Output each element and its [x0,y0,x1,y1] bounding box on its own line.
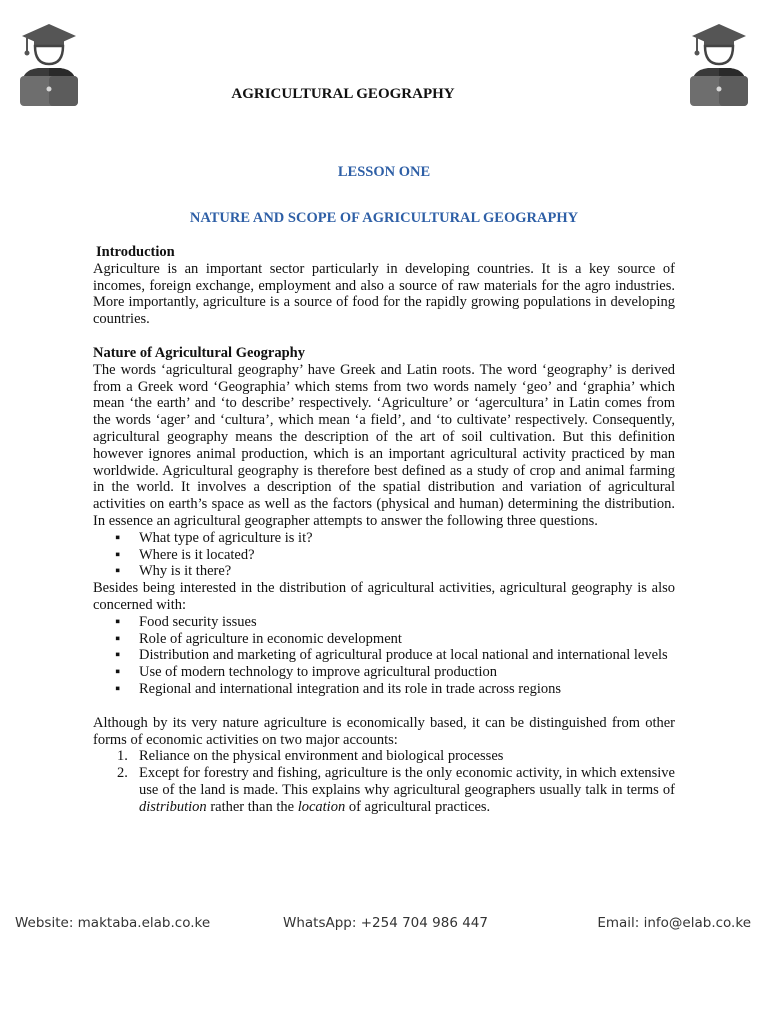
list-item: 1. Reliance on the physical environment and biological processes [117,748,504,765]
nature-heading: Nature of Agricultural Geography [93,344,305,361]
list-item: ▪ What type of agriculture is it? [115,529,313,546]
lesson-subtitle: NATURE AND SCOPE OF AGRICULTURAL GEOGRAPHY [189,210,579,226]
list-item: ▪ Regional and international integration and its role in trade across regions [115,680,561,697]
document-body [93,244,675,816]
questions-list [93,530,675,580]
list-item: ▪ Role of agriculture in economic development [115,630,402,647]
accounts-paragraph: Although by its very nature agriculture is economically based, it can be distinguished from other forms of economic activities on two major accounts: [93,714,675,748]
list-item: ▪ Where is it located? [115,546,255,563]
concerns-list [93,614,675,698]
graduate-laptop-icon [688,22,750,106]
list-item: 2. Except for forestry and fishing, agriculture is the only economic activity, in which extensive use of the land is made. This explains why agricultural geographers usually talk in terms of distribution rather than the location of agricultural practices. [117,765,675,815]
nature-paragraph: The words ‘agricultural geography’ have Greek and Latin roots. The word ‘geography’ is derived from a Greek word ‘Geographia’ which stems from two words namely ‘geo’ and ‘graphia’ which mean ‘the earth’ and ‘to describe’ respectively. ‘Agriculture’ or ‘agercultura’ in Latin comes from the words ‘ager’ and ‘cultura’, which mean ‘a field’, and ‘to cultivate’ respectively. Consequently, agricultural geography means the description of the art of soil cultivation. But this definition however ignores animal production, which is an important agricultural activity practiced by man worldwide. Agricultural geography is therefore best defined as a study of crop and animal farming in the world. It involves a description of the spatial distribution and variation of agricultural activities on earth’s space as well as the factors (physical and human) determining the distribution. In essence an agricultural geographer attempts to answer the following three questions. [93,361,675,529]
intro-heading: Introduction [96,244,175,260]
list-item: ▪ Distribution and marketing of agricultural produce at local national and international levels [115,647,668,664]
list-item: ▪ Food security issues [115,613,257,630]
list-item: ▪ Why is it there? [115,563,232,580]
list-item: ▪ Use of modern technology to improve agricultural production [115,664,497,681]
footer-website: Website: maktaba.elab.co.ke [15,915,211,931]
document-title: AGRICULTURAL GEOGRAPHY [231,86,455,102]
footer-email: Email: info@elab.co.ke [597,915,751,931]
footer-whatsapp: WhatsApp: +254 704 986 447 [283,915,488,931]
accounts-list [93,748,675,815]
lesson-heading: LESSON ONE [337,164,431,180]
concern-paragraph: Besides being interested in the distribution of agricultural activities, agricultural geography is also concerned with: [93,580,675,613]
intro-paragraph: Agriculture is an important sector particularly in developing countries. It is a key source of incomes, foreign exchange, employment and also a source of raw materials for the agro industries. More importantly, agriculture is a source of food for the rapidly growing populations in developing countries. [93,260,675,328]
